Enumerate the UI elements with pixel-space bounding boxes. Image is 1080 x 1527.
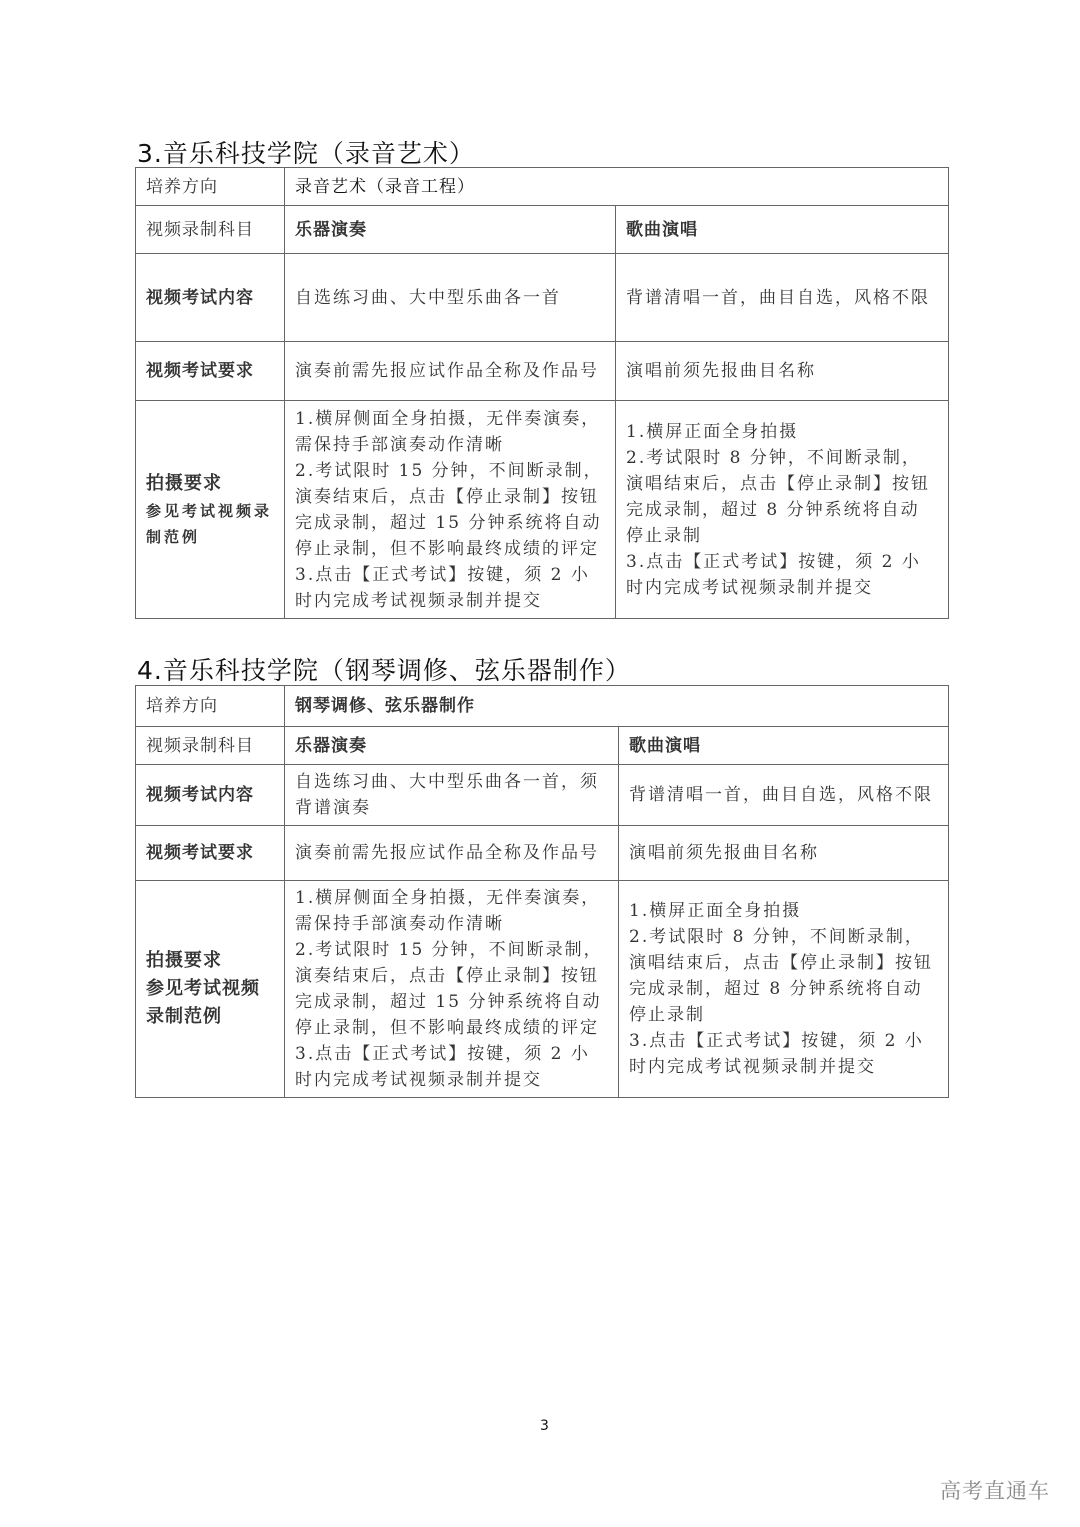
page-number: 3: [540, 1418, 549, 1434]
content-label: 视频考试内容: [136, 254, 285, 342]
table-row-requirement: [136, 342, 949, 401]
shooting-singing: 1.横屏正面全身拍摄 2.考试限时 8 分钟，不间断录制，演唱结束后，点击【停止录制】按钮完成录制，超过 8 分钟系统将自动停止录制 3.点击【正式考试】按键，须 2 小时内完成考试视频录制并提交: [619, 881, 949, 1098]
shooting-label-cell: [136, 881, 285, 1098]
shooting-singing: 1.横屏正面全身拍摄 2.考试限时 8 分钟，不间断录制，演唱结束后，点击【停止录制】按钮完成录制，超过 8 分钟系统将自动停止录制 3.点击【正式考试】按键，须 2 小时内完成考试视频录制并提交: [616, 401, 949, 619]
table-row-direction: [136, 168, 949, 206]
shooting-instrument: 1.横屏侧面全身拍摄，无伴奏演奏，需保持手部演奏动作清晰 2.考试限时 15 分钟，不间断录制，演奏结束后，点击【停止录制】按钮完成录制，超过 15 分钟系统将自动停止录制，但不影响最终成绩的评定 3.点击【正式考试】按键，须 2 小时内完成考试视频录制并提交: [285, 881, 619, 1098]
subject-label: 视频录制科目: [136, 727, 285, 765]
table-row-requirement: [136, 826, 949, 881]
section-3-title: 3.音乐科技学院（录音艺术）: [137, 139, 475, 168]
content-label: 视频考试内容: [136, 765, 285, 826]
section-4-title: 4.音乐科技学院（钢琴调修、弦乐器制作）: [137, 656, 631, 685]
table-row-subject: [136, 206, 949, 254]
shooting-instrument: 1.横屏侧面全身拍摄，无伴奏演奏，需保持手部演奏动作清晰 2.考试限时 15 分钟，不间断录制，演奏结束后，点击【停止录制】按钮完成录制，超过 15 分钟系统将自动停止录制，但不影响最终成绩的评定 3.点击【正式考试】按键，须 2 小时内完成考试视频录制并提交: [285, 401, 616, 619]
content-instrument: 自选练习曲、大中型乐曲各一首，须背谱演奏: [285, 765, 619, 826]
shooting-label-cell: [136, 401, 285, 619]
shooting-sublabel: 参见考试视频录制范例: [146, 501, 273, 546]
shooting-label: 拍摄要求: [146, 950, 222, 971]
requirement-instrument: 演奏前需先报应试作品全称及作品号: [285, 826, 619, 881]
content-singing: 背谱清唱一首，曲目自选，风格不限: [616, 254, 949, 342]
watermark: 高考直通车: [940, 1479, 1050, 1503]
direction-label: 培养方向: [136, 168, 285, 206]
direction-value: 录音艺术（录音工程）: [285, 168, 949, 206]
direction-value: 钢琴调修、弦乐器制作: [285, 686, 949, 727]
section-3-table: [135, 167, 949, 619]
table-row-subject: [136, 727, 949, 765]
section-4-table: [135, 685, 949, 1098]
shooting-label: 拍摄要求: [146, 472, 222, 494]
direction-label: 培养方向: [136, 686, 285, 727]
requirement-instrument: 演奏前需先报应试作品全称及作品号: [285, 342, 616, 401]
shooting-sublabel: 参见考试视频录制范例: [146, 978, 260, 1027]
subject-singing: 歌曲演唱: [616, 206, 949, 254]
requirement-singing: 演唱前须先报曲目名称: [616, 342, 949, 401]
content-singing: 背谱清唱一首，曲目自选，风格不限: [619, 765, 949, 826]
requirement-label: 视频考试要求: [136, 342, 285, 401]
subject-singing: 歌曲演唱: [619, 727, 949, 765]
subject-instrument: 乐器演奏: [285, 206, 616, 254]
requirement-singing: 演唱前须先报曲目名称: [619, 826, 949, 881]
table-row-shooting: [136, 401, 949, 619]
table-row-shooting: [136, 881, 949, 1098]
table-row-content: [136, 765, 949, 826]
table-row-direction: [136, 686, 949, 727]
content-instrument: 自选练习曲、大中型乐曲各一首: [285, 254, 616, 342]
requirement-label: 视频考试要求: [136, 826, 285, 881]
subject-label: 视频录制科目: [136, 206, 285, 254]
table-row-content: [136, 254, 949, 342]
subject-instrument: 乐器演奏: [285, 727, 619, 765]
